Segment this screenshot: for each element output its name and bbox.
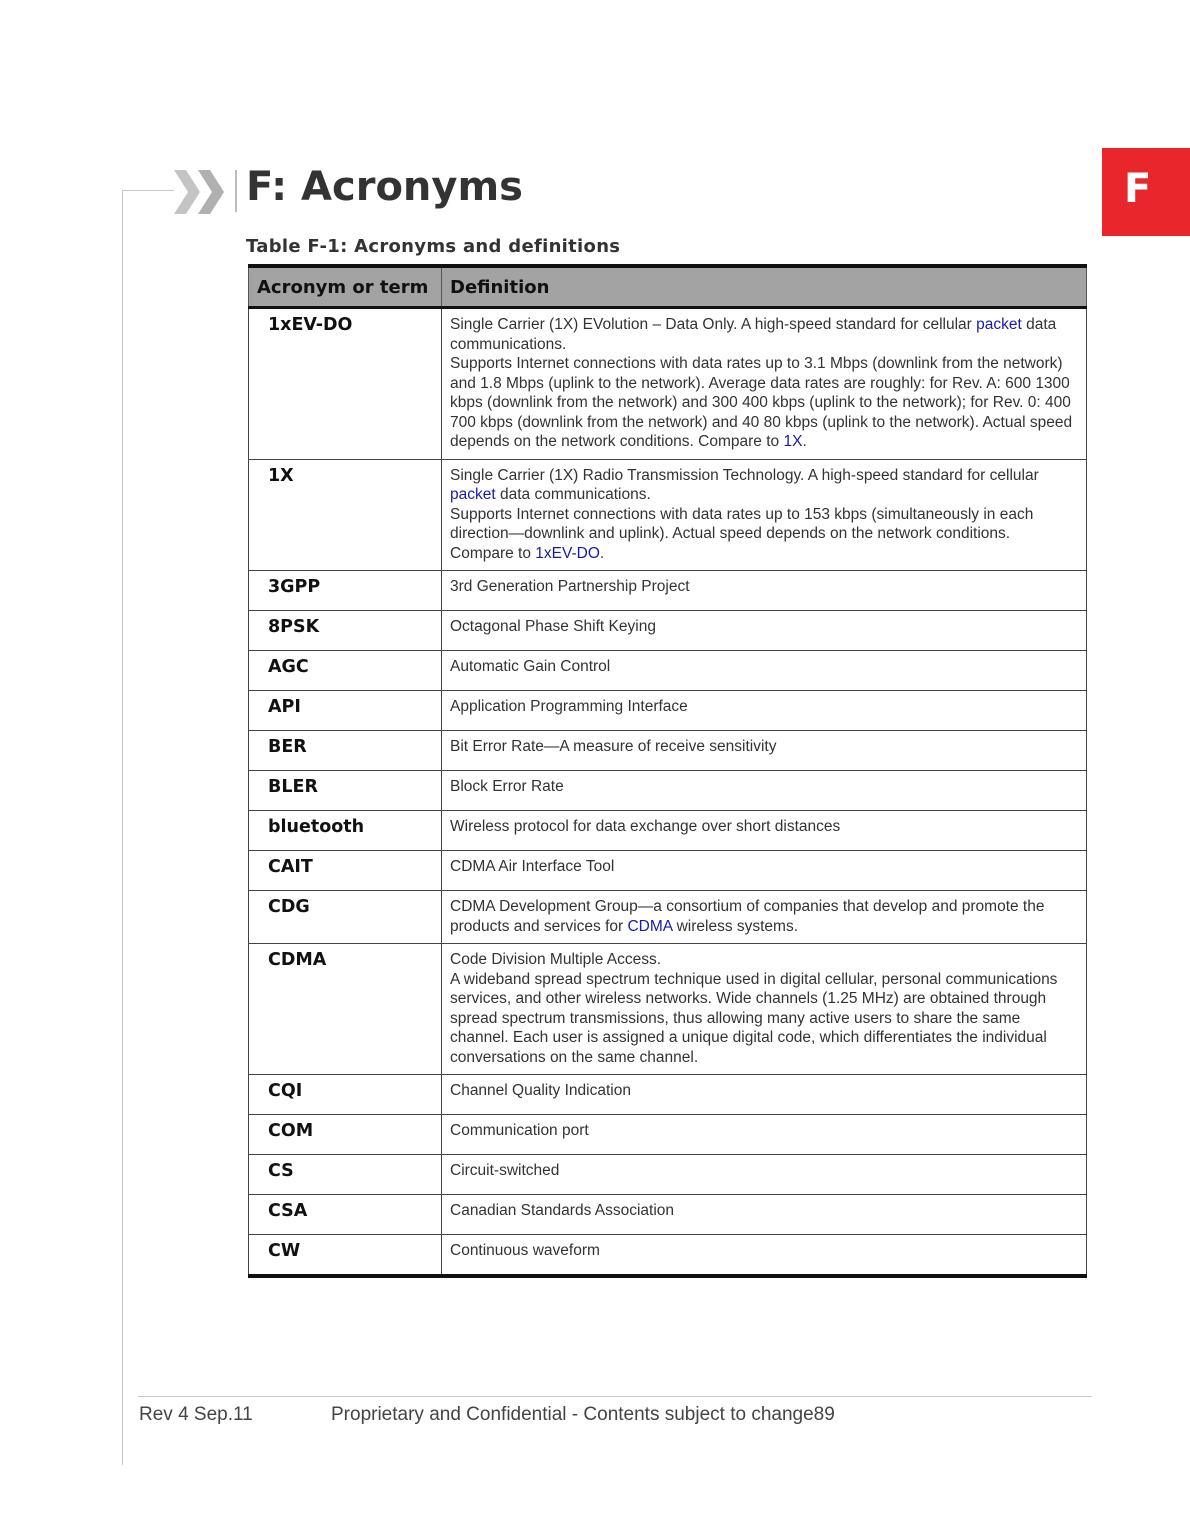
acronym-definition: [442, 571, 1087, 611]
page-title: F: Acronyms: [246, 164, 523, 210]
definition-text: Application Programming Interface: [450, 698, 688, 715]
acronym-term: 1X: [249, 459, 442, 571]
definition-paragraph: [450, 315, 1078, 354]
definition-paragraph: [450, 737, 1078, 757]
definition-paragraph: [450, 617, 1078, 637]
cross-reference-link[interactable]: 1xEV-DO: [535, 544, 600, 562]
definition-text: CDMA Development Group—a consortium of companies that develop and promote the products and services for: [450, 898, 1045, 935]
acronym-definition: [442, 611, 1087, 651]
acronym-term: AGC: [249, 651, 442, 691]
definition-paragraph: [450, 466, 1078, 505]
acronym-definition: [442, 308, 1087, 460]
acronym-definition: [442, 771, 1087, 811]
footer-notice: Proprietary and Confidential - Contents subject to change89: [331, 1404, 835, 1425]
definition-text: CDMA Air Interface Tool: [450, 858, 615, 875]
acronym-term: bluetooth: [249, 811, 442, 851]
acronym-definition: [442, 811, 1087, 851]
definition-text: Automatic Gain Control: [450, 658, 611, 675]
column-header-term: Acronym or term: [249, 266, 442, 308]
definition-text: Canadian Standards Association: [450, 1202, 675, 1219]
chevron-right-icon: [172, 166, 232, 218]
definition-text: Wireless protocol for data exchange over short distances: [450, 818, 841, 835]
definition-text: Communication port: [450, 1122, 589, 1139]
definition-text: Block Error Rate: [450, 778, 564, 795]
acronym-definition: [442, 651, 1087, 691]
acronym-definition: [442, 944, 1087, 1075]
definition-text: Code Division Multiple Access.: [450, 951, 662, 968]
chapter-tab: F: [1102, 148, 1190, 236]
acronym-term: CAIT: [249, 851, 442, 891]
acronym-term: 3GPP: [249, 571, 442, 611]
acronym-definition: [442, 1195, 1087, 1235]
definition-text: Supports Internet connections with data rates up to 3.1 Mbps (downlink from the network) and 1.8 Mbps (uplink to the network). Average data rates are roughly: for Rev. A: 600 1300 kbps (downlink from the network) and 300 400 kbps (uplink to the network); for Rev. 0: 400 700 kbps (downlink from the network) and 40 80 kbps (uplink to the network). Actual speed depends on the network conditions. Compare to: [450, 355, 1073, 450]
cross-reference-link[interactable]: 1X: [783, 433, 803, 450]
definition-paragraph: [450, 857, 1078, 877]
table-row: [249, 731, 1087, 771]
table-row: [249, 891, 1087, 944]
acronym-term: CW: [249, 1235, 442, 1277]
acronym-definition: [442, 851, 1087, 891]
definition-paragraph: [450, 657, 1078, 677]
definition-paragraph: [450, 1241, 1078, 1261]
table-row: [249, 1075, 1087, 1115]
table-row: [249, 611, 1087, 651]
definition-text: Octagonal Phase Shift Keying: [450, 618, 656, 635]
acronym-term: BER: [249, 731, 442, 771]
table-row: [249, 651, 1087, 691]
definition-paragraph: [450, 777, 1078, 797]
definition-text: data communications.: [495, 486, 651, 503]
definition-paragraph: [450, 817, 1078, 837]
margin-rule-connector: [122, 190, 174, 191]
table-row: [249, 1195, 1087, 1235]
table-row: [249, 851, 1087, 891]
definition-text: Supports Internet connections with data rates up to 153 kbps (simultaneously in each direction—downlink and uplink). Actual speed depends on the network conditions. Compare to: [450, 505, 1034, 562]
definition-text: .: [599, 544, 605, 562]
table-row: [249, 1155, 1087, 1195]
definition-text: Circuit-switched: [450, 1162, 560, 1179]
definition-text: Continuous waveform: [450, 1242, 600, 1259]
acronym-term: CDG: [249, 891, 442, 944]
definition-paragraph: [450, 897, 1078, 936]
definition-text: A wideband spread spectrum technique used in digital cellular, personal communications services, and other wireless networks. Wide channels (1.25 MHz) are obtained through spread spectrum transmissions, thus allowing many active users to share the same channel. Each user is assigned a unique digital code, which differentiates the individual conversations on the same channel.: [450, 970, 1058, 1066]
definition-paragraph: [450, 1161, 1078, 1181]
acronym-term: 1xEV-DO: [249, 308, 442, 460]
definition-text: Single Carrier (1X) EVolution – Data Only. A high-speed standard for cellular: [450, 316, 977, 333]
table-body: [249, 308, 1087, 1277]
footer-revision: Rev 4 Sep.11: [139, 1404, 253, 1425]
table-row: [249, 1235, 1087, 1277]
definition-paragraph: [450, 1121, 1078, 1141]
table-row: [249, 691, 1087, 731]
definition-paragraph: [450, 950, 1078, 970]
acronym-term: BLER: [249, 771, 442, 811]
margin-rule: [122, 190, 123, 1465]
definition-paragraph: [450, 354, 1078, 452]
acronym-term: CSA: [249, 1195, 442, 1235]
table-row: [249, 459, 1087, 571]
acronym-definition: [442, 1075, 1087, 1115]
acronym-definition: [442, 1155, 1087, 1195]
definition-paragraph: [450, 1201, 1078, 1221]
cross-reference-link[interactable]: packet: [450, 486, 496, 503]
definition-paragraph: [450, 577, 1078, 597]
acronym-term: CDMA: [249, 944, 442, 1075]
cross-reference-link[interactable]: packet: [976, 316, 1022, 333]
footer-rule: [138, 1396, 1092, 1397]
acronym-term: CQI: [249, 1075, 442, 1115]
definition-text: .: [802, 433, 807, 450]
acronym-definition: [442, 691, 1087, 731]
table-row: [249, 308, 1087, 460]
definition-paragraph: [450, 697, 1078, 717]
acronym-definition: [442, 459, 1087, 571]
table-row: [249, 571, 1087, 611]
definition-text: Channel Quality Indication: [450, 1082, 631, 1099]
cross-reference-link[interactable]: CDMA: [627, 917, 673, 935]
acronym-table: [248, 264, 1087, 1278]
definition-paragraph: [450, 1081, 1078, 1101]
definition-text: wireless systems.: [672, 917, 799, 935]
acronym-term: 8PSK: [249, 611, 442, 651]
definition-text: Single Carrier (1X) Radio Transmission Technology. A high-speed standard for cellular: [450, 466, 1039, 484]
title-divider: [235, 170, 237, 212]
acronym-term: API: [249, 691, 442, 731]
column-header-definition: Definition: [442, 266, 1087, 308]
definition-text: data communications.: [450, 316, 1057, 353]
definition-text: 3rd Generation Partnership Project: [450, 578, 690, 595]
table-row: [249, 771, 1087, 811]
table-header-row: [249, 266, 1087, 308]
acronym-definition: [442, 891, 1087, 944]
acronym-definition: [442, 1235, 1087, 1277]
table-row: [249, 1115, 1087, 1155]
acronym-term: CS: [249, 1155, 442, 1195]
definition-text: Bit Error Rate—A measure of receive sensitivity: [450, 738, 777, 755]
table-row: [249, 811, 1087, 851]
acronym-term: COM: [249, 1115, 442, 1155]
definition-paragraph: [450, 505, 1078, 564]
table-row: [249, 944, 1087, 1075]
acronym-definition: [442, 1115, 1087, 1155]
acronym-definition: [442, 731, 1087, 771]
definition-paragraph: [450, 970, 1078, 1068]
table-caption: Table F-1: Acronyms and definitions: [246, 236, 621, 257]
